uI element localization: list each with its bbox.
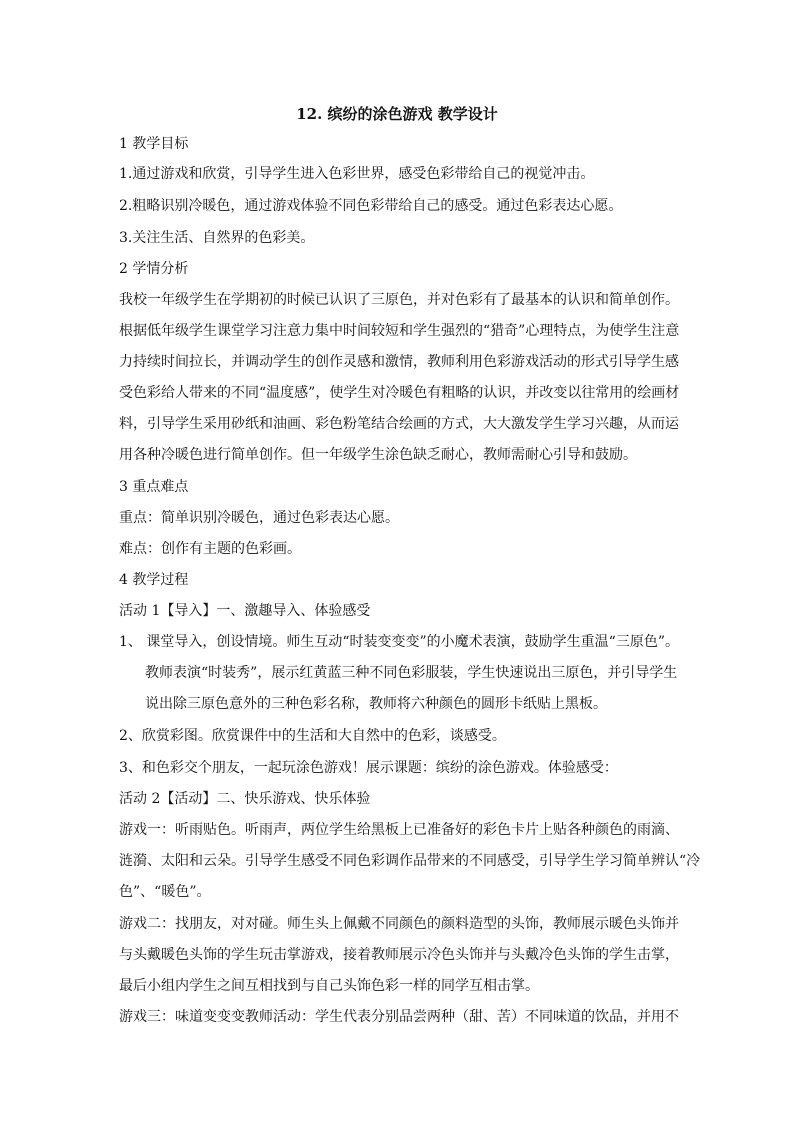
section-heading-goals: 1 教学目标 <box>119 136 189 152</box>
analysis-line-5: 料，引导学生采用砂纸和油画、彩色粉笔结合绘画的方式，大大激发学生学习兴趣，从而运 <box>119 416 679 432</box>
analysis-line-2: 根据低年级学生课堂学习注意力集中时间较短和学生强烈的“猎奇”心理特点，为使学生注意 <box>119 323 680 339</box>
section-heading-analysis: 2 学情分析 <box>119 261 189 277</box>
game-2-line-1: 游戏二：找朋友，对对碰。师生头上佩戴不同颜色的颜料造型的头饰，教师展示暖色头饰并 <box>119 916 679 932</box>
keypoint-focus: 重点：简单识别冷暖色，通过色彩表达心愿。 <box>119 510 399 526</box>
goal-item-1: 1.通过游戏和欣赏，引导学生进入色彩世界，感受色彩带给自己的视觉冲击。 <box>119 166 595 182</box>
activity-1-item-2: 2、欣赏彩图。欣赏课件中的生活和大自然中的色彩，谈感受。 <box>119 728 506 744</box>
goal-item-2: 2.粗略识别冷暖色，通过游戏体验不同色彩带给自己的感受。通过色彩表达心愿。 <box>119 198 623 214</box>
document-title: 12. 缤纷的涂色游戏 教学设计 <box>296 105 498 123</box>
section-heading-keypoints: 3 重点难点 <box>119 479 189 495</box>
activity-1-item-1-cont-2: 说出除三原色意外的三种色彩名称，教师将六种颜色的圆形卡纸贴上黑板。 <box>145 696 607 712</box>
analysis-line-4: 受色彩给人带来的不同“温度感”，使学生对冷暖色有粗略的认识，并改变以往常用的绘画材 <box>119 385 680 401</box>
game-2-line-2: 与头戴暖色头饰的学生玩击掌游戏，接着教师展示冷色头饰并与头戴冷色头饰的学生击掌， <box>119 947 679 963</box>
activity-1-item-1-cont-1: 教师表演“时装秀”，展示红黄蓝三种不同色彩服装，学生快速说出三原色，并引导学生 <box>145 665 678 681</box>
activity-1-item-3: 3、和色彩交个朋友，一起玩涂色游戏！展示课题：缤纷的涂色游戏。体验感受： <box>119 760 618 776</box>
game-3-line-1: 游戏三：味道变变变教师活动：学生代表分别品尝两种（甜、苦）不同味道的饮品，并用不 <box>119 1009 679 1025</box>
activity-1-item-1: 1、 课堂导入，创设情境。师生互动“时装变变变”的小魔术表演，鼓励学生重温“三原色”。 <box>119 634 679 650</box>
activity-2-heading: 活动 2【活动】二、快乐游戏、快乐体验 <box>119 791 371 807</box>
keypoint-difficulty: 难点：创作有主题的色彩画。 <box>119 541 301 557</box>
game-1-line-2: 涟漪、太阳和云朵。引导学生感受不同色彩调作品带来的不同感受，引导学生学习简单辨认“冷 <box>119 853 701 869</box>
game-2-line-3: 最后小组内学生之间互相找到与自己头饰色彩一样的同学互相击掌。 <box>119 978 539 994</box>
section-heading-process: 4 教学过程 <box>119 572 189 588</box>
game-1-line-1: 游戏一：听雨贴色。听雨声，两位学生给黑板上已准备好的彩色卡片上贴各种颜色的雨滴、 <box>119 822 679 838</box>
game-1-line-3: 色”、“暖色”。 <box>119 884 211 900</box>
analysis-line-1: 我校一年级学生在学期初的时候已认识了三原色，并对色彩有了最基本的认识和简单创作。 <box>119 292 679 308</box>
analysis-line-3: 力持续时间拉长，并调动学生的创作灵感和激情，教师利用色彩游戏活动的形式引导学生感 <box>119 354 679 370</box>
activity-1-heading: 活动 1【导入】一、激趣导入、体验感受 <box>119 603 371 619</box>
analysis-line-6: 用各种冷暖色进行简单创作。但一年级学生涂色缺乏耐心，教师需耐心引导和鼓励。 <box>119 447 637 463</box>
goal-item-3: 3.关注生活、自然界的色彩美。 <box>119 230 315 246</box>
